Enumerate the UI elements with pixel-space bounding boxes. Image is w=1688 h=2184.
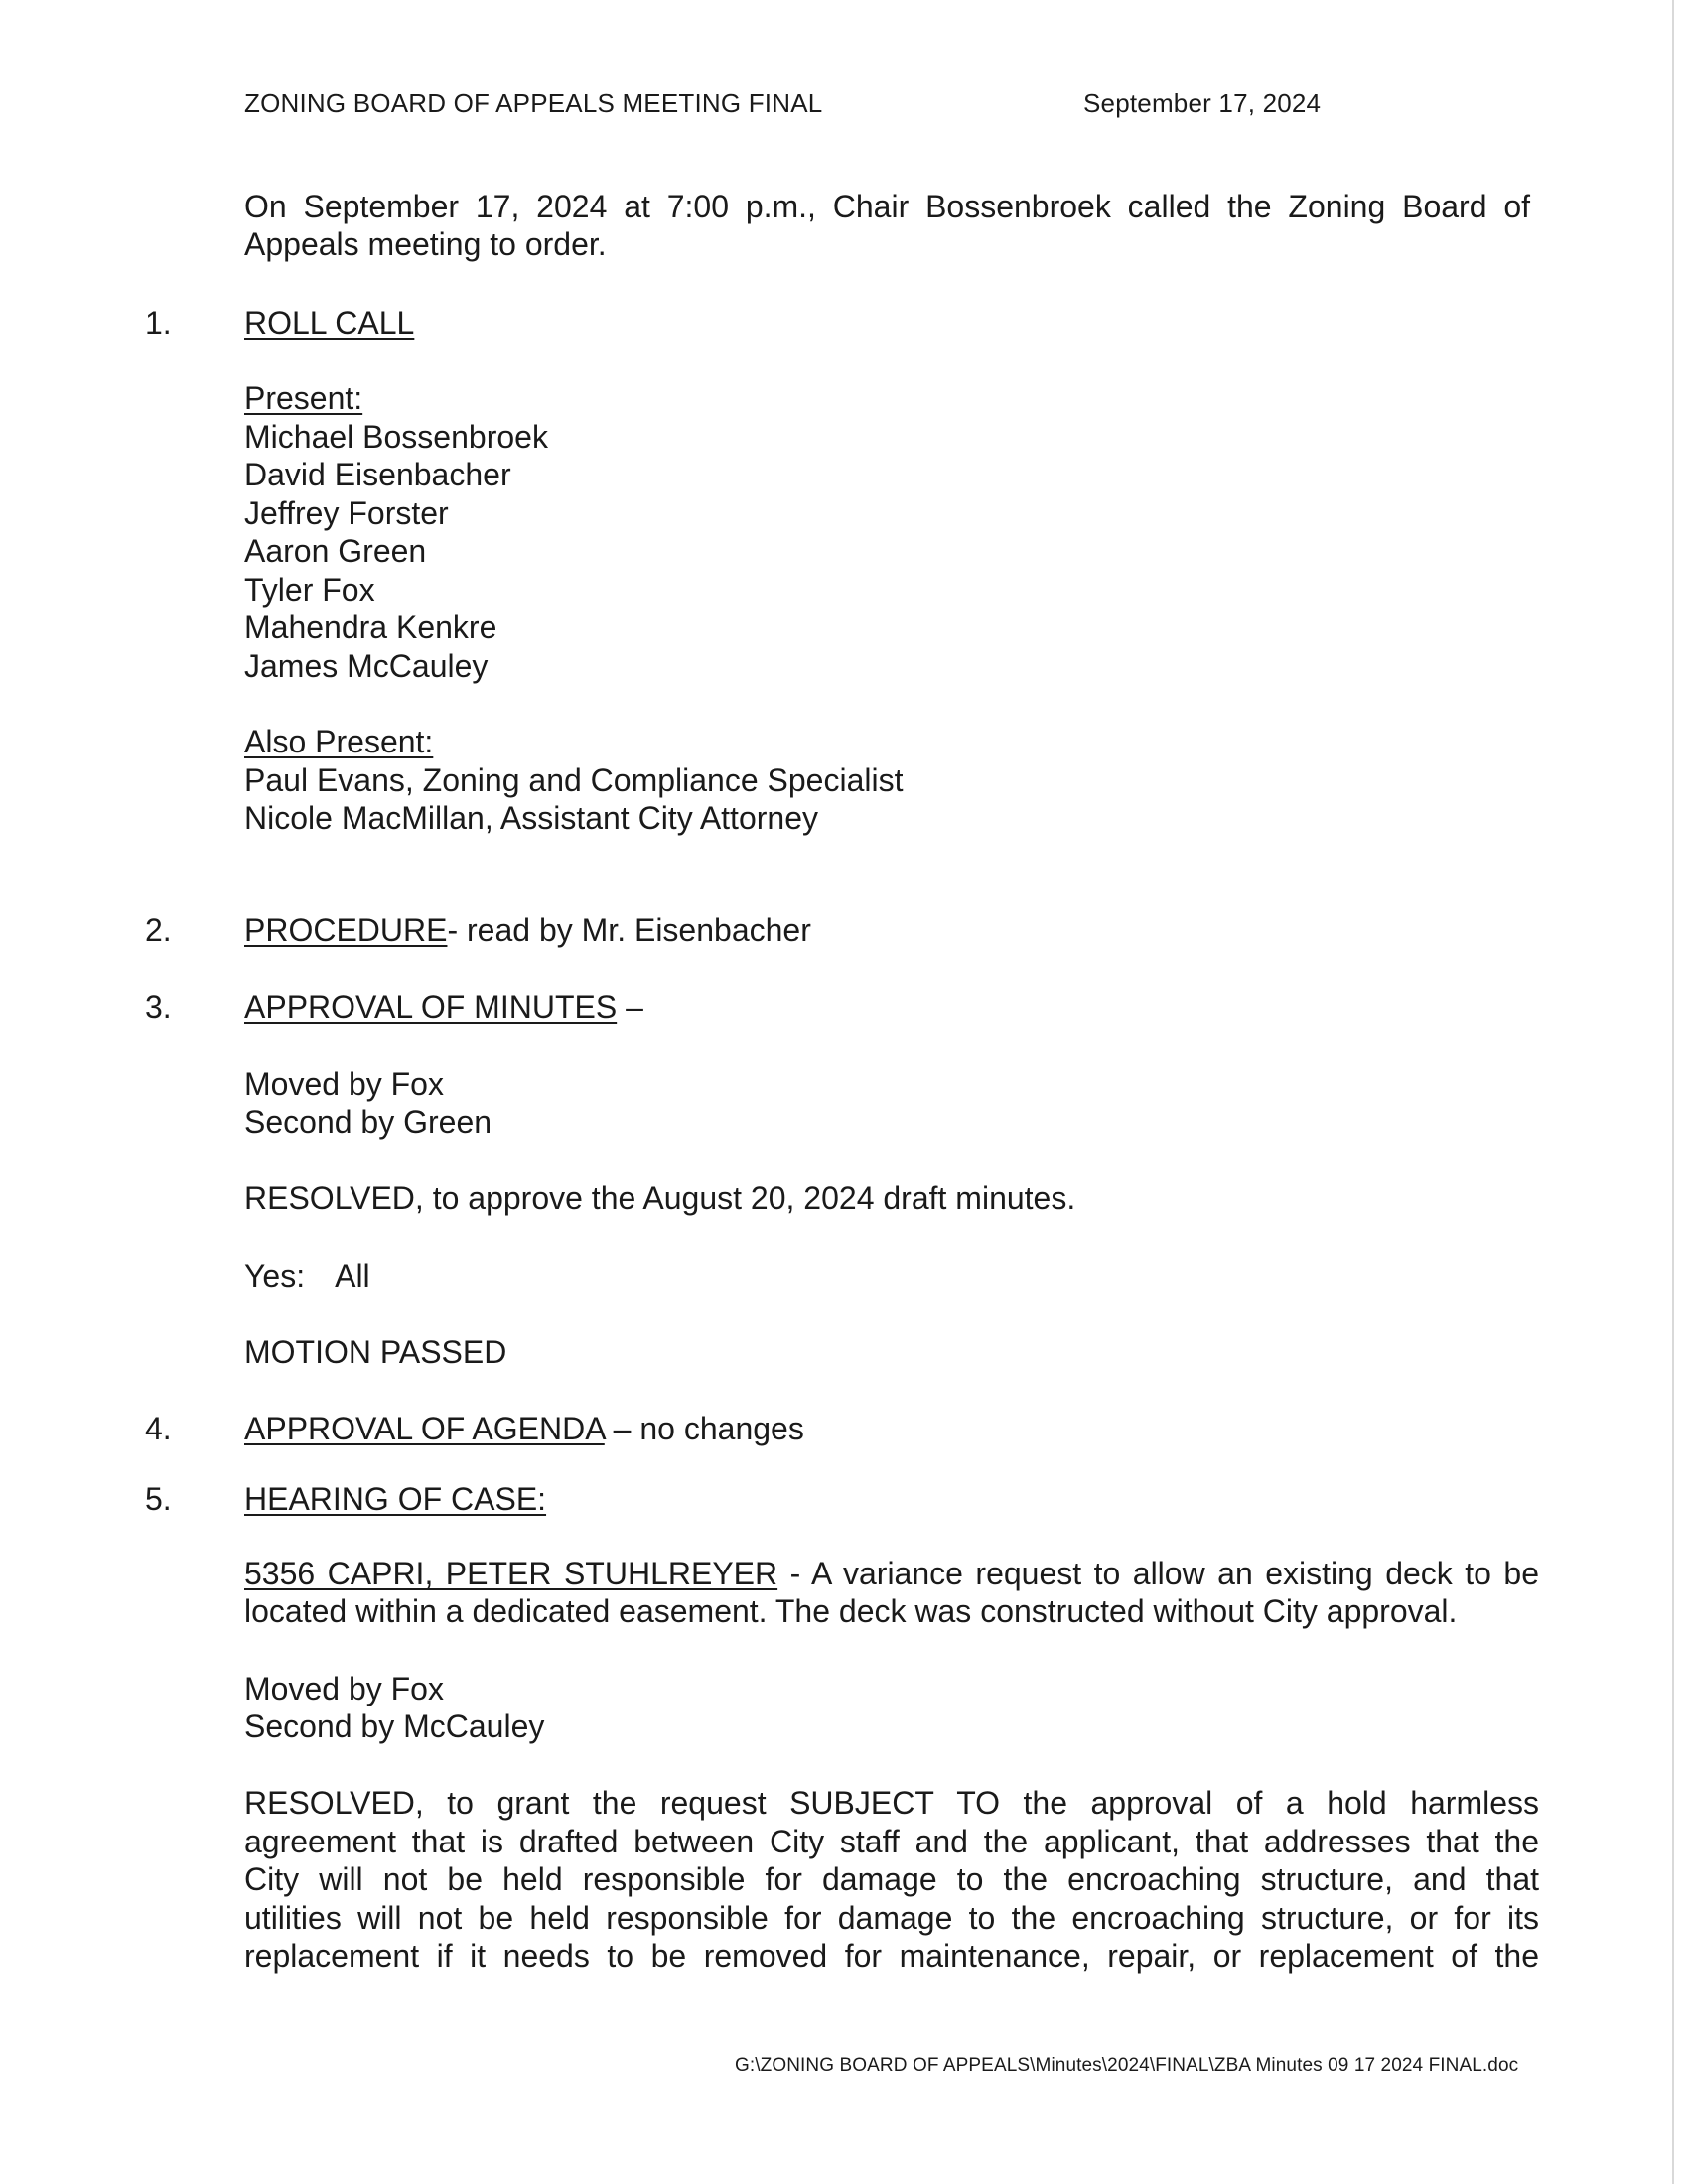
case-resolved-line: City will not be held responsible for damage to the encroaching structure, and that: [244, 1861, 1539, 1897]
present-member: James McCauley: [244, 647, 489, 684]
case-resolved-line: replacement if it needs to be removed for maintenance, repair, or replacement of the: [244, 1938, 1539, 1974]
vote-yes-label: Yes:: [244, 1258, 306, 1294]
procedure-heading: PROCEDURE: [244, 912, 448, 948]
item-number-2: 2.: [145, 912, 172, 948]
case-resolved-line: agreement that is drafted between City staff and the applicant, that addresses that the: [244, 1823, 1539, 1859]
procedure-suffix: - read by Mr. Eisenbacher: [447, 912, 811, 948]
minutes-result: MOTION PASSED: [244, 1334, 507, 1370]
item-number-1: 1.: [145, 305, 172, 341]
intro-line-2: Appeals meeting to order.: [244, 226, 607, 262]
vote-yes-value: All: [335, 1258, 370, 1294]
case-resolved-line: RESOLVED, to grant the request SUBJECT TO the approval of a hold harmless: [244, 1785, 1539, 1821]
agenda-line: [244, 1410, 804, 1448]
present-member: Tyler Fox: [244, 571, 375, 608]
also-present-member: Paul Evans, Zoning and Compliance Specialist: [244, 761, 904, 798]
file-path-footer: G:\ZONING BOARD OF APPEALS\Minutes\2024\FINAL\ZBA Minutes 09 17 2024 FINAL.doc: [735, 2055, 1519, 2076]
roll-call-heading: [244, 304, 414, 342]
present-member: Aaron Green: [244, 533, 427, 569]
minutes-line: [244, 988, 643, 1026]
present-member: David Eisenbacher: [244, 457, 511, 492]
present-member: Mahendra Kenkre: [244, 610, 497, 645]
agenda-suffix: – no changes: [604, 1411, 804, 1446]
case-desc-1: - A variance request to allow an existing deck to be: [777, 1556, 1540, 1591]
case-resolved-line: utilities will not be held responsible for damage to the encroaching structure, or for its: [244, 1899, 1539, 1936]
minutes-second: Second by Green: [244, 1104, 492, 1140]
case-resolved: [244, 1784, 1539, 1976]
case-second: Second by McCauley: [244, 1708, 545, 1744]
present-label: Present:: [244, 380, 363, 416]
document-date: September 17, 2024: [1083, 88, 1322, 118]
minutes-heading: APPROVAL OF MINUTES: [244, 989, 618, 1024]
intro-line-1: On September 17, 2024 at 7:00 p.m., Chair Bossenbroek called the Zoning Board of: [244, 189, 1530, 224]
item-number-3: 3.: [145, 989, 172, 1024]
minutes-vote: [244, 1257, 370, 1296]
roll-call-heading-text: ROLL CALL: [244, 305, 415, 341]
agenda-heading: APPROVAL OF AGENDA: [244, 1411, 605, 1446]
procedure-line: [244, 911, 811, 950]
minutes-resolved: RESOLVED, to approve the August 20, 2024 draft minutes.: [244, 1180, 1076, 1216]
minutes-suffix: –: [617, 989, 643, 1024]
hearing-heading: HEARING OF CASE:: [244, 1481, 547, 1517]
present-member: Jeffrey Forster: [244, 494, 449, 531]
present-member: Michael Bossenbroek: [244, 418, 548, 455]
item-number-4: 4.: [145, 1411, 172, 1446]
minutes-moved: Moved by Fox: [244, 1066, 444, 1102]
case-moved: Moved by Fox: [244, 1671, 444, 1706]
scan-edge-line: [1672, 0, 1674, 2184]
document-title: ZONING BOARD OF APPEALS MEETING FINAL: [244, 88, 823, 118]
also-present-member: Nicole MacMillan, Assistant City Attorney: [244, 800, 818, 836]
present-list: [244, 379, 548, 685]
case-title: 5356 CAPRI, PETER STUHLREYER: [244, 1556, 778, 1591]
case-line-1: [244, 1555, 1539, 1593]
also-present-list: [244, 723, 903, 838]
item-number-5: 5.: [145, 1481, 172, 1517]
case-desc-2: located within a dedicated easement. The deck was constructed without City approval.: [244, 1593, 1458, 1629]
also-present-label: Also Present:: [244, 724, 434, 759]
hearing-line: [244, 1480, 546, 1519]
